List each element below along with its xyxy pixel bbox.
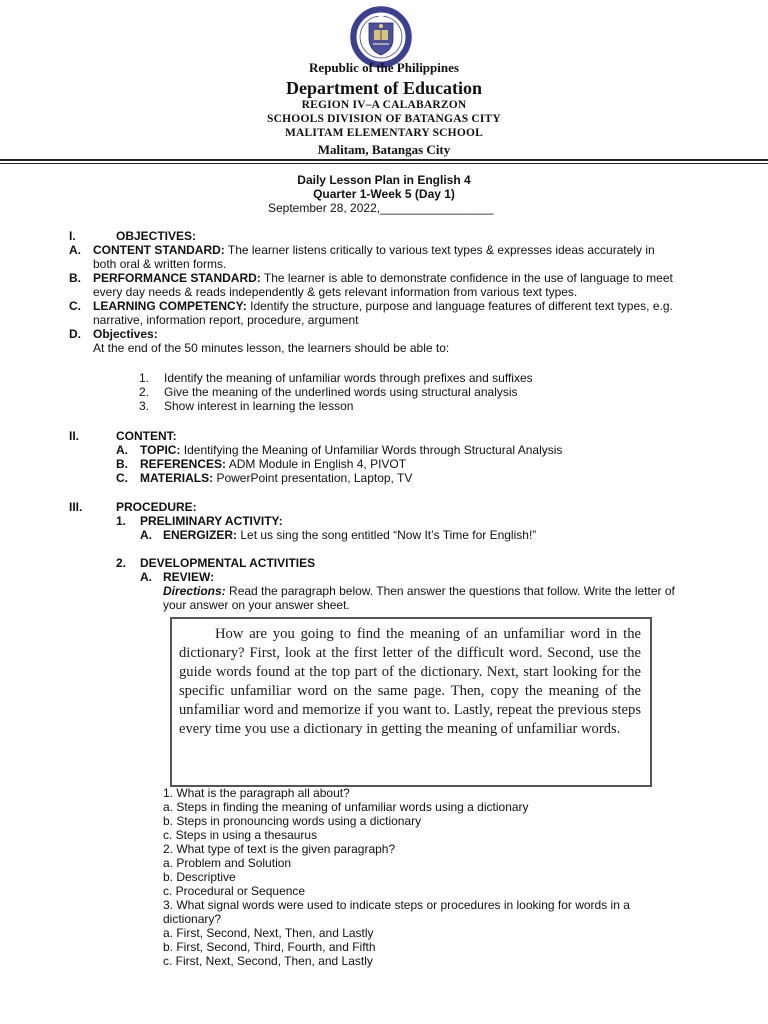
materials-line [140, 471, 412, 485]
republic-line: Republic of the Philippines [309, 60, 459, 75]
item-letter: C. [69, 299, 81, 313]
objectives-intro: At the end of the 50 minutes lesson, the learners should be able to: [93, 341, 450, 355]
answer-choice: a. Steps in finding the meaning of unfamiliar words using a dictionary [163, 800, 529, 814]
directions-line [163, 584, 675, 598]
energizer-label: ENERGIZER: [163, 528, 238, 542]
performance-standard [93, 271, 673, 285]
item-letter: A. [116, 443, 128, 457]
step-number: 2. [116, 556, 127, 570]
learning-competency-label: LEARNING COMPETENCY: [93, 299, 247, 313]
answer-choice: a. First, Second, Next, Then, and Lastly [163, 926, 374, 940]
answer-choice: c. Steps in using a thesaurus [163, 828, 318, 842]
objective-item: Identify the meaning of unfamiliar words through prefixes and suffixes [164, 371, 533, 385]
department-title: Department of Education [286, 78, 482, 98]
objectives-sub-label: Objectives: [93, 327, 158, 341]
performance-standard-label: PERFORMANCE STANDARD: [93, 271, 261, 285]
directions-text: Read the paragraph below. Then answer the questions that follow. Write the letter of [225, 584, 675, 598]
item-letter: D. [69, 327, 81, 341]
answer-choice: a. Problem and Solution [163, 856, 292, 870]
item-letter: C. [116, 471, 128, 485]
header-rule-thick [0, 159, 768, 161]
materials-text: PowerPoint presentation, Laptop, TV [213, 471, 413, 485]
list-number: 2. [139, 385, 150, 399]
division-line: SCHOOLS DIVISION OF BATANGAS CITY [267, 113, 501, 125]
step-number: 1. [116, 514, 127, 528]
learning-competency-text: Identify the structure, purpose and language features of different text types, e.g. [246, 299, 673, 313]
section-number: I. [69, 229, 76, 243]
answer-choice: b. Steps in pronouncing words using a dictionary [163, 814, 422, 828]
content-heading: CONTENT: [116, 429, 177, 443]
objective-item: Give the meaning of the underlined words using structural analysis [164, 385, 518, 399]
deped-seal-icon [350, 6, 412, 68]
topic-text: Identifying the Meaning of Unfamiliar Words through Structural Analysis [180, 443, 563, 457]
quarter-week-line: Quarter 1-Week 5 (Day 1) [313, 187, 455, 201]
references-label: REFERENCES: [140, 457, 227, 471]
list-number: 3. [139, 399, 150, 413]
item-letter: A. [140, 528, 152, 542]
content-standard-label: CONTENT STANDARD: [93, 243, 225, 257]
list-number: 1. [139, 371, 150, 385]
content-standard-cont: both oral & written forms. [93, 257, 227, 271]
reading-passage: How are you going to find the meaning of an unfamiliar word in the dictionary? First, look at the first letter of the difficult word. Second, use the guide words found at the top part of the dictionary. Next, start looking for the specific unfamiliar word on the same page. Then, copy the meaning of the unfamiliar word and memorize if you want to. Lastly, repeat the previous steps every time you use a dictionary in getting the meaning of unfamiliar words. [179, 626, 641, 737]
question: 3. What signal words were used to indicate steps or procedures in looking for words in a [163, 898, 630, 912]
item-letter: B. [116, 457, 128, 471]
reading-passage-box [170, 617, 652, 787]
section-number: II. [69, 429, 80, 443]
learning-competency-cont: narrative, information report, procedure, argument [93, 313, 359, 327]
school-line: MALITAM ELEMENTARY SCHOOL [285, 127, 483, 139]
materials-label: MATERIALS: [140, 471, 214, 485]
learning-competency [93, 299, 673, 313]
address-line: Malitam, Batangas City [317, 142, 451, 157]
procedure-heading: PROCEDURE: [116, 500, 197, 514]
item-letter: B. [69, 271, 81, 285]
answer-choice: b. First, Second, Third, Fourth, and Fifth [163, 940, 376, 954]
header-rule-thin [0, 163, 768, 164]
item-letter: A. [140, 570, 152, 584]
energizer-line [163, 528, 536, 542]
question-cont: dictionary? [163, 912, 222, 926]
review-heading: REVIEW: [163, 570, 215, 584]
lesson-plan-title: Daily Lesson Plan in English 4 [297, 173, 471, 187]
content-standard [93, 243, 655, 257]
answer-choice: c. Procedural or Sequence [163, 884, 306, 898]
question: 2. What type of text is the given paragraph? [163, 842, 396, 856]
content-standard-text: The learner listens critically to various text types & expresses ideas accurately in [224, 243, 655, 257]
performance-standard-text: The learner is able to demonstrate confidence in the use of language to meet [260, 271, 673, 285]
region-line: REGION IV–A CALABARZON [301, 99, 467, 111]
answer-choice: c. First, Next, Second, Then, and Lastly [163, 954, 373, 968]
objectives-heading: OBJECTIVES: [116, 229, 197, 243]
references-text: ADM Module in English 4, PIVOT [226, 457, 407, 471]
item-letter: A. [69, 243, 81, 257]
topic-label: TOPIC: [140, 443, 181, 457]
directions-label: Directions: [163, 584, 226, 598]
developmental-activities-heading: DEVELOPMENTAL ACTIVITIES [140, 556, 316, 570]
section-number: III. [69, 500, 83, 514]
answer-choice: b. Descriptive [163, 870, 236, 884]
objective-item: Show interest in learning the lesson [164, 399, 354, 413]
topic-line [140, 443, 562, 457]
preliminary-activity-heading: PRELIMINARY ACTIVITY: [140, 514, 283, 528]
date-line: September 28, 2022,_________________ [268, 201, 494, 215]
energizer-text: Let us sing the song entitled “Now It’s Time for English!” [237, 528, 537, 542]
directions-cont: your answer on your answer sheet. [163, 598, 350, 612]
question: 1. What is the paragraph all about? [163, 786, 350, 800]
references-line [140, 457, 406, 471]
performance-standard-cont: every day needs & reads independently & gets relevant information from various text types. [93, 285, 578, 299]
